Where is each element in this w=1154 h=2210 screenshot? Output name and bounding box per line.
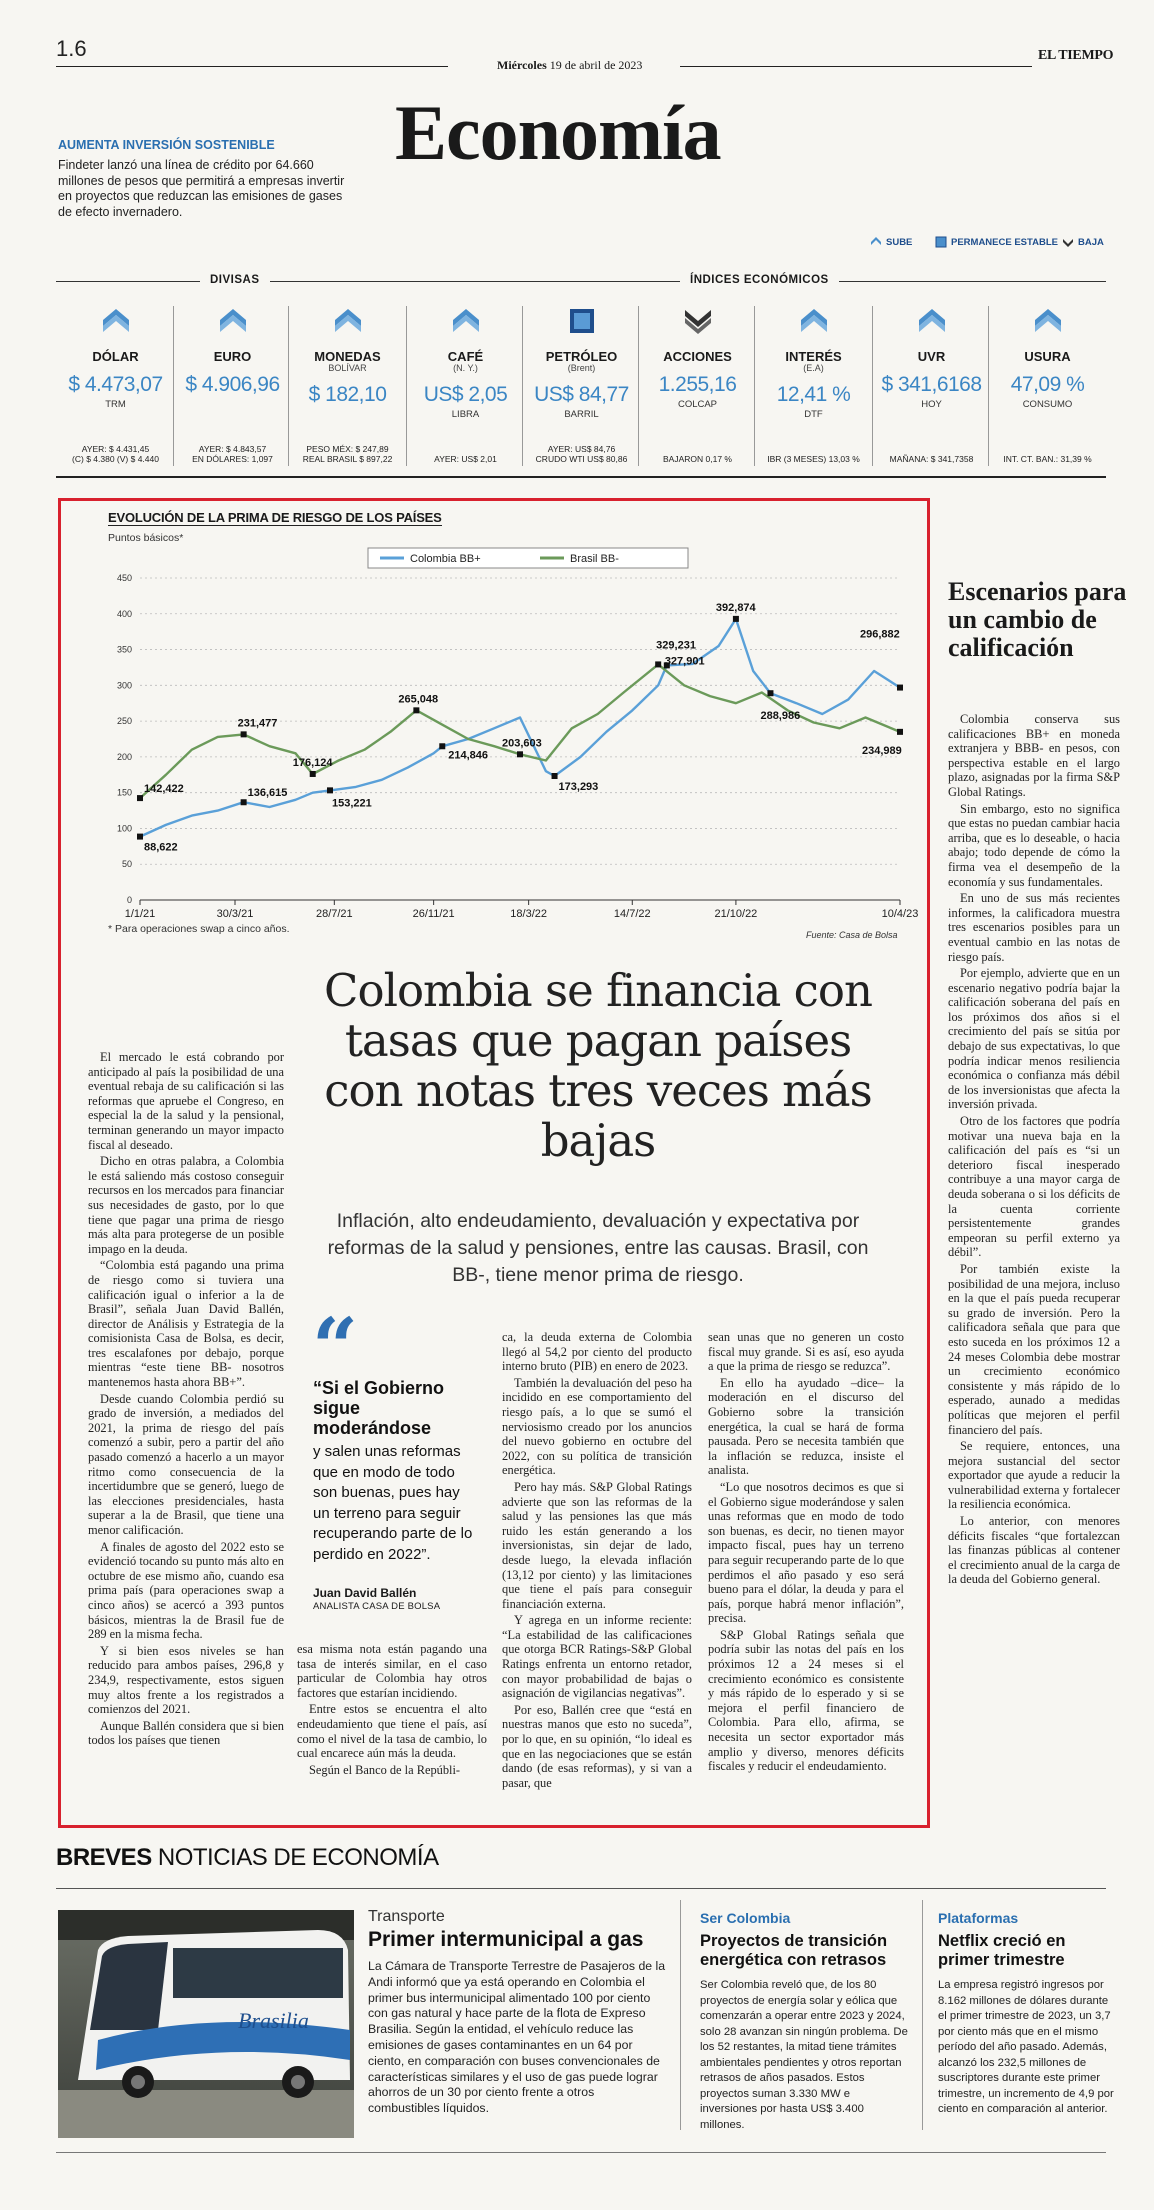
paragraph: Por ejemplo, advierte que en un escenario negativo podría bajar la calificación soberana del país en los próximos dos años si el crecimiento del país se sitúa por debajo de sus expectativas, lo que podría indicar menos resiliencia económica o confianza más débil de los inversionistas que afecta la inversión privada. [948,966,1120,1112]
paragraph: Colombia conserva sus calificaciones BB+ en moneda extranjera y BBB- en pesos, con perspectiva estable en el largo plazo, asignadas por la firma S&P Global Ratings. [948,712,1120,799]
indicator-value: $ 341,6168 [881,373,982,396]
data-point-marker [897,685,903,691]
legend-down: BAJA [1062,236,1104,248]
data-label: 203,603 [502,737,542,750]
breve-tag: Ser Colombia [700,1910,791,1926]
chevron-up-icon [917,306,947,336]
data-point-marker [897,729,903,735]
data-point-marker [310,771,316,777]
paragraph: sean unas que no generen un costo fiscal muy grande. Si es así, eso ayuda a que la prima de riesgo se reduzca”. [708,1330,904,1374]
indicator-name: INTERÉS [785,349,842,364]
legend-label: Colombia BB+ [410,553,481,565]
paragraph: En ello ha ayudado –dice– la moderación en el discurso del Gobierno sobre la transición energética, la cual se hará de forma pausada. Pero se necesita también que la inflación se reduzca, insiste el analista. [708,1375,904,1478]
chart-title: EVOLUCIÓN DE LA PRIMA DE RIESGO DE LOS PAÍSES [108,510,442,525]
data-label: 142,422 [144,783,184,796]
indicator-unit: CONSUMO [1022,399,1073,410]
indicator-foot: MAÑANA: $ 341,7358 [889,454,974,464]
breve-body: Ser Colombia reveló que, de los 80 proyectos de energía solar y eólica que comenzarán a operar entre 2023 y 2024, solo 28 avanzan sin ningún problema. De los 52 restantes, la mitad tiene trámites ambientales pendientes y otros reportan retrasos de años pasados. Estos proyectos suman 3.330 MW e inversiones por hasta US$ 3.400 millones. [700,1979,908,2131]
square-icon [567,306,597,336]
legend-label: Brasil BB- [570,553,619,565]
indicator-foot: INT. CT. BAN.: 31,39 % [1003,454,1092,464]
data-label: 265,048 [398,693,439,706]
bus-brand-text: Brasilia [238,2008,309,2033]
legend-stable: PERMANECE ESTABLE [935,236,1058,248]
indicator-foot: AYER: US$ 84,76 CRUDO WTI US$ 80,86 [535,444,628,464]
y-tick-label: 150 [116,787,132,798]
data-point-marker [137,795,143,801]
indicator-3 [408,306,523,468]
quote-author: Juan David Ballén [313,1586,417,1600]
chevron-down-icon [1062,236,1074,248]
data-point-marker [767,690,773,696]
indicator-foot: AYER: $ 4.431,45 (C) $ 4.380 (V) $ 4.440 [72,444,159,464]
paragraph: El mercado le está cobrando por anticipado al país la posibilidad de una eventual rebaja de su calificación si las reformas que apruebe el Congreso, en especial la de la salud y la pensional, terminan generando un mayor impacto fiscal al deseado. [88,1050,284,1152]
paragraph: Entre estos se encuentra el alto endeudamiento que tiene el país, así como el nivel de la tasa de cambio, lo cual encarece aún más la deuda. [297,1702,487,1761]
indicator-foot: IBR (3 MESES) 13,03 % [767,454,860,464]
article-column-2 [297,1642,487,1779]
indicator-6 [756,306,871,468]
chevron-up-icon [101,306,131,336]
y-tick-label: 450 [116,573,132,583]
data-label: 231,477 [237,717,278,730]
x-tick-label: 26/11/21 [412,908,455,920]
paragraph: Dicho en otras palabra, a Colombia le está saliendo más costoso conseguir recursos en los mercados para financiar sus necesidades de gasto, por lo que tiene que pagar una prima de riesgo más alta para protegerse de un posible impago en la deuda. [88,1154,284,1256]
paragraph: En uno de sus más recientes informes, la calificadora muestra tres escenarios posibles para un eventual cambio en las notas de riesgo país. [948,891,1120,964]
indicator-value: 12,41 % [776,383,851,406]
indicator-value: US$ 84,77 [534,383,629,406]
paragraph: Otro de los factores que podría motivar una nueva baja en la calificación del país es “si un deterioro fiscal inesperado contribuye a una mayor carga de deuda soberana o si los déficits de la cuenta corriente persistentemente grandes empeoran su perfil externo ya débil”. [948,1114,1120,1260]
breve-plataformas [938,1910,1116,2118]
breve-title: Proyectos de transición energética con retrasos [700,1932,888,1969]
quote-lead: “Si el Gobierno sigue moderándose [313,1378,445,1438]
indicator-unit: COLCAP [677,399,718,410]
paragraph: Según el Banco de la Repúbli- [309,1762,461,1777]
breve-body: La empresa registró ingresos por 8.162 millones de dólares durante el primer trimestre de 2023, un 3,7 por ciento más que en el mismo período del año pasado. Además, alcanzó los 232,5 millones de suscriptores durante este primer trimestre, un incremento de 4,9 por ciento en comparación al anterior. [938,1979,1114,2115]
indicator-foot: AYER: $ 4.843,57 EN DÓLARES: 1,097 [192,444,273,464]
indicator-sub: (Brent) [567,363,596,373]
data-label: 176,124 [292,756,333,769]
data-point-marker [655,661,661,667]
data-point-marker [137,834,143,840]
paragraph: Por eso, Ballén cree que “está en nuestras manos que esto no suceda”, por lo que, en su opinión, “lo ideal es que en las negociaciones que se están dando (de esas reformas), y si van a pasar, que [502,1702,692,1790]
y-tick-label: 300 [116,680,132,691]
paragraph: ca, la deuda externa de Colombia llegó al 54,2 por ciento del producto interno bruto (PIB) en enero de 2023. [502,1330,692,1374]
article-column-1 [88,1050,284,1750]
paragraph: “Colombia está pagando una prima de riesgo como si tuviera una calificación igual o inferior a la de Brasil”, señala Juan David Ballén, director de Análisis y Estrategia de la comisionista Casa de Bolsa, es decir, tres escalafones por debajo, porque mientras “este tiene BB- nosotros mantenemos hasta ahora BB+”. [88,1258,284,1390]
paragraph: Y si bien esos niveles se han reducido para ambos países, 296,8 y 234,9, respectivamente, estos siguen muy altos frente a los registrados a comienzos del 2021. [88,1643,284,1717]
paragraph: Aunque Ballén considera que si bien todos los países que tienen [88,1718,284,1748]
indicator-name: CAFÉ [447,349,484,364]
group-divisas: DIVISAS [200,274,270,286]
article-deck: Inflación, alto endeudamiento, devaluación y expectativa por reformas de la salud y pensiones, entre las causas. Brasil, con BB-, tiene menor prima de riesgo. [327,1210,869,1286]
chevron-up-icon [333,306,363,336]
indicator-sub: (N. Y.) [453,363,478,373]
x-tick-label: 18/3/22 [510,908,547,920]
chart-ylabel: Puntos básicos* [108,532,184,544]
data-label: 88,622 [144,841,178,854]
promo-kicker: AUMENTA INVERSIÓN SOSTENIBLE [58,138,275,152]
y-tick-label: 200 [116,751,132,762]
x-tick-label: 10/4/23 [881,908,919,920]
chevron-up-icon [218,306,248,336]
indicator-name: PETRÓLEO [545,349,618,364]
breve-transporte [368,1908,668,2117]
indicator-unit: LIBRA [451,409,480,420]
y-tick-label: 400 [116,608,132,619]
paragraph: A finales de agosto del 2022 esto se evidenció tocando su punto más alto en octubre de ese mismo año, cuando esa prima país (para operaciones swap a cinco años) se acercó a 393 puntos básicos, mientras la de Brasil fue de 289 en la misma fecha. [88,1539,284,1642]
y-tick-label: 100 [116,823,132,834]
paragraph: También la devaluación del peso ha incidido en ese comportamiento del riesgo país, a lo que se sumó el nerviosismo creado por los anuncios del nuevo gobierno en octubre del 2022, con su política de transición energética. [502,1375,692,1478]
paragraph: Desde cuando Colombia perdió su grado de inversión, a mediados del 2021, la prima de riesgo del país comenzó a subir, pero a partir del año pasado comenzó a hacerlo a un mayor ritmo como consecuencia de la incertidumbre que se generó, luego de las elecciones presidenciales, hasta superar a la de Brasil, que tiene una menor calificación. [88,1391,284,1537]
breves-kicker: BREVES NOTICIAS DE ECONOMÍA [56,1844,439,1871]
indicator-7 [874,306,989,468]
indicator-name: MONEDAS [314,349,381,364]
breve-tag: Transporte [368,1908,445,1925]
indicator-unit: HOY [921,399,942,410]
chevron-up-icon [870,236,882,248]
data-point-marker [439,743,445,749]
x-tick-label: 14/7/22 [613,908,651,920]
section-title: Economía [395,89,721,176]
data-label: 214,846 [448,749,489,762]
data-point-marker [517,751,523,757]
indicator-name: EURO [213,349,252,364]
indicator-foot: AYER: US$ 2,01 [434,454,497,464]
indicator-sub: (E.A) [803,363,824,373]
breve-title: Primer intermunicipal a gas [368,1928,644,1951]
quote-role: ANALISTA CASA DE BOLSA [313,1601,441,1612]
series-line-brasil [140,664,900,798]
chevron-up-icon [799,306,829,336]
indicator-value: 1.255,16 [658,373,737,396]
y-tick-label: 0 [126,895,132,905]
quote-mark-icon: “ [312,1300,359,1394]
data-label: 153,221 [332,797,372,810]
square-icon [935,236,947,248]
indicator-name: ACCIONES [663,349,732,364]
data-label: 234,989 [862,744,902,757]
risk-premium-chart [100,540,920,925]
dateline: Miércoles 19 de abril de 2023 [497,58,643,72]
indicator-4 [524,306,639,468]
data-point-marker [413,707,419,713]
data-label: 327,901 [664,655,705,668]
chevron-down-icon [683,306,713,336]
data-label: 173,293 [558,780,599,793]
data-point-marker [241,799,247,805]
indicator-8 [990,306,1105,468]
promo-text: Findeter lanzó una línea de crédito por 64.660 millones de pesos que permitirá a empresas invertir en proyectos que reduzcan las emisiones de gases de efecto invernadero. [58,158,345,219]
data-label: 392,874 [715,601,756,614]
brand-logo: EL TIEMPO [1038,48,1114,63]
y-tick-label: 50 [121,859,132,870]
paragraph: S&P Global Ratings señala que podría subir las notas del país en los próximos 12 a 24 meses si el crecimiento económico es consistente y más rápido de lo esperado y si se mejora el perfil financiero de Colombia. Para ello, afirma, se necesita un sector exportador más amplio y diverso, menores déficits fiscales y reducir el endeudamiento. [708,1627,904,1774]
indicator-name: UVR [917,349,946,364]
paragraph: Se requiere, entonces, una mejora sustancial del sector exportador que ayude a reducir la vulnerabilidad externa y fortalecer la resiliencia económica. [948,1439,1120,1512]
indicator-sub: BOLÍVAR [328,363,367,373]
paragraph: esa misma nota están pagando una tasa de interés similar, en el caso particular de Colombia hay otros factores que estarían incidiendo. [297,1642,487,1700]
indicator-value: 47,09 % [1010,373,1085,396]
indicator-unit: BARRIL [564,409,599,420]
sidebar-text [948,712,1120,1589]
x-tick-label: 1/1/21 [124,908,156,920]
breve-body: La Cámara de Transporte Terrestre de Pasajeros de la Andi informó que ya está operando en Colombia el primer bus intermunicipal alimentado 100 por ciento con gas natural y hace parte de la flota de Expreso Brasilia. Según la entidad, el vehículo reduce las emisiones de gases contaminantes en un 64 por ciento, en comparación con buses convencionales de características similares y el uso de gas puede lograr ahorros de un 30 por ciento frente a otros combustibles líquidos. [368,1959,666,2116]
paragraph: Sin embargo, esto no significa que estas no puedan cambiar hacia arriba, que es lo deseable, o hacia abajo; todo depende de cómo la firma vea el desempeño de la economía y sus fundamentales. [948,801,1120,889]
paragraph: Lo anterior, con menores déficits fiscales “que fortalezcan las finanzas públicas al contener el crecimiento anual de la carga de la deuda del Gobierno general. [948,1514,1120,1587]
data-point-marker [327,787,333,793]
data-label: 136,615 [247,787,288,800]
sidebar-title: Escenarios para un cambio de calificación [948,577,1127,662]
chevron-up-icon [451,306,481,336]
indicator-value: $ 182,10 [308,383,387,406]
paragraph: Pero hay más. S&P Global Ratings advierte que son las reformas de la salud y las pensiones las que más ruido les están generando a los inversionistas, sin dejar de lado, desde luego, la elevada inflación (13,12 por ciento) y las limitaciones que tiene el país para conseguir financiación externa. [502,1479,692,1611]
x-tick-label: 21/10/22 [714,908,758,920]
legend-up: SUBE [870,236,912,248]
x-tick-label: 28/7/21 [315,908,353,920]
breve-tag: Plataformas [938,1910,1019,1926]
quote-text: y salen unas reformas que en modo de todo son buenas, pues hay un terreno para seguir recuperando parte de lo perdido en 2022”. [313,1443,473,1563]
data-label: 288,986 [760,710,801,723]
chart-footnote: * Para operaciones swap a cinco años. [108,923,290,935]
bus-photo [58,1910,354,2138]
chevron-up-icon [1033,306,1063,336]
data-label: 296,882 [860,628,900,641]
indicator-name: DÓLAR [92,349,139,364]
indicator-name: USURA [1024,349,1071,364]
indicator-value: US$ 2,05 [423,383,508,406]
indicator-foot: PESO MÉX: $ 247,89 REAL BRASIL $ 897,22 [302,444,393,464]
paragraph: Y agrega en un informe reciente: “La estabilidad de las calificaciones que otorga BCR Ratings-S&P Global Ratings enfrenta un entorno retador, con mayor probabilidad de bajas o asignación de vigilancias negativas”. [502,1613,692,1701]
data-point-marker [241,731,247,737]
article-column-4 [708,1330,904,1776]
indicator-value: $ 4.906,96 [185,373,280,396]
y-tick-label: 350 [116,644,132,655]
paragraph: Por también existe la posibilidad de una mejora, incluso en la que el país pueda recuperar su grado de inversión. Pero la calificadora señala que para que esto suceda en los próximos 12 a 24 meses Colombia debe mostrar un crecimiento económico consistente y más rápido de lo esperado, aunado a medidas políticas que mejoren el perfil financiero del país. [948,1261,1120,1437]
group-indices: ÍNDICES ECONÓMICOS [680,274,839,286]
indicator-2 [290,306,405,468]
indicator-1 [175,306,290,468]
breve-title: Netflix creció en primer trimestre [938,1932,1066,1969]
chart-source: Fuente: Casa de Bolsa [806,930,898,940]
data-point-marker [552,773,558,779]
x-tick-label: 30/3/21 [216,908,254,920]
indicator-0 [58,306,173,468]
indicator-foot: BAJARON 0,17 % [663,454,732,464]
indicator-value: $ 4.473,07 [68,373,163,396]
article-headline: Colombia se financia con tasas que pagan países con notas tres veces más bajas [324,964,872,1167]
data-point-marker [733,616,739,622]
y-tick-label: 250 [116,716,132,727]
data-label: 329,231 [656,639,696,652]
paragraph: “Lo que nosotros decimos es que si el Gobierno sigue moderándose y salen unas reformas que en modo de todo son buenas, es decir, no tienen mayor impacto fiscal, pues hay un terreno para seguir recuperando parte de lo que perdimos el año pasado y eso será bueno para el dólar, la deuda y para el país, porque habrá menor inflación”, precisa. [708,1479,904,1626]
article-column-3 [502,1330,692,1792]
indicator-5 [640,306,755,468]
indicator-unit: DTF [804,409,823,420]
breve-ser-colombia [700,1910,910,2133]
page-number: 1.6 [56,36,87,61]
indicator-unit: TRM [105,399,126,410]
